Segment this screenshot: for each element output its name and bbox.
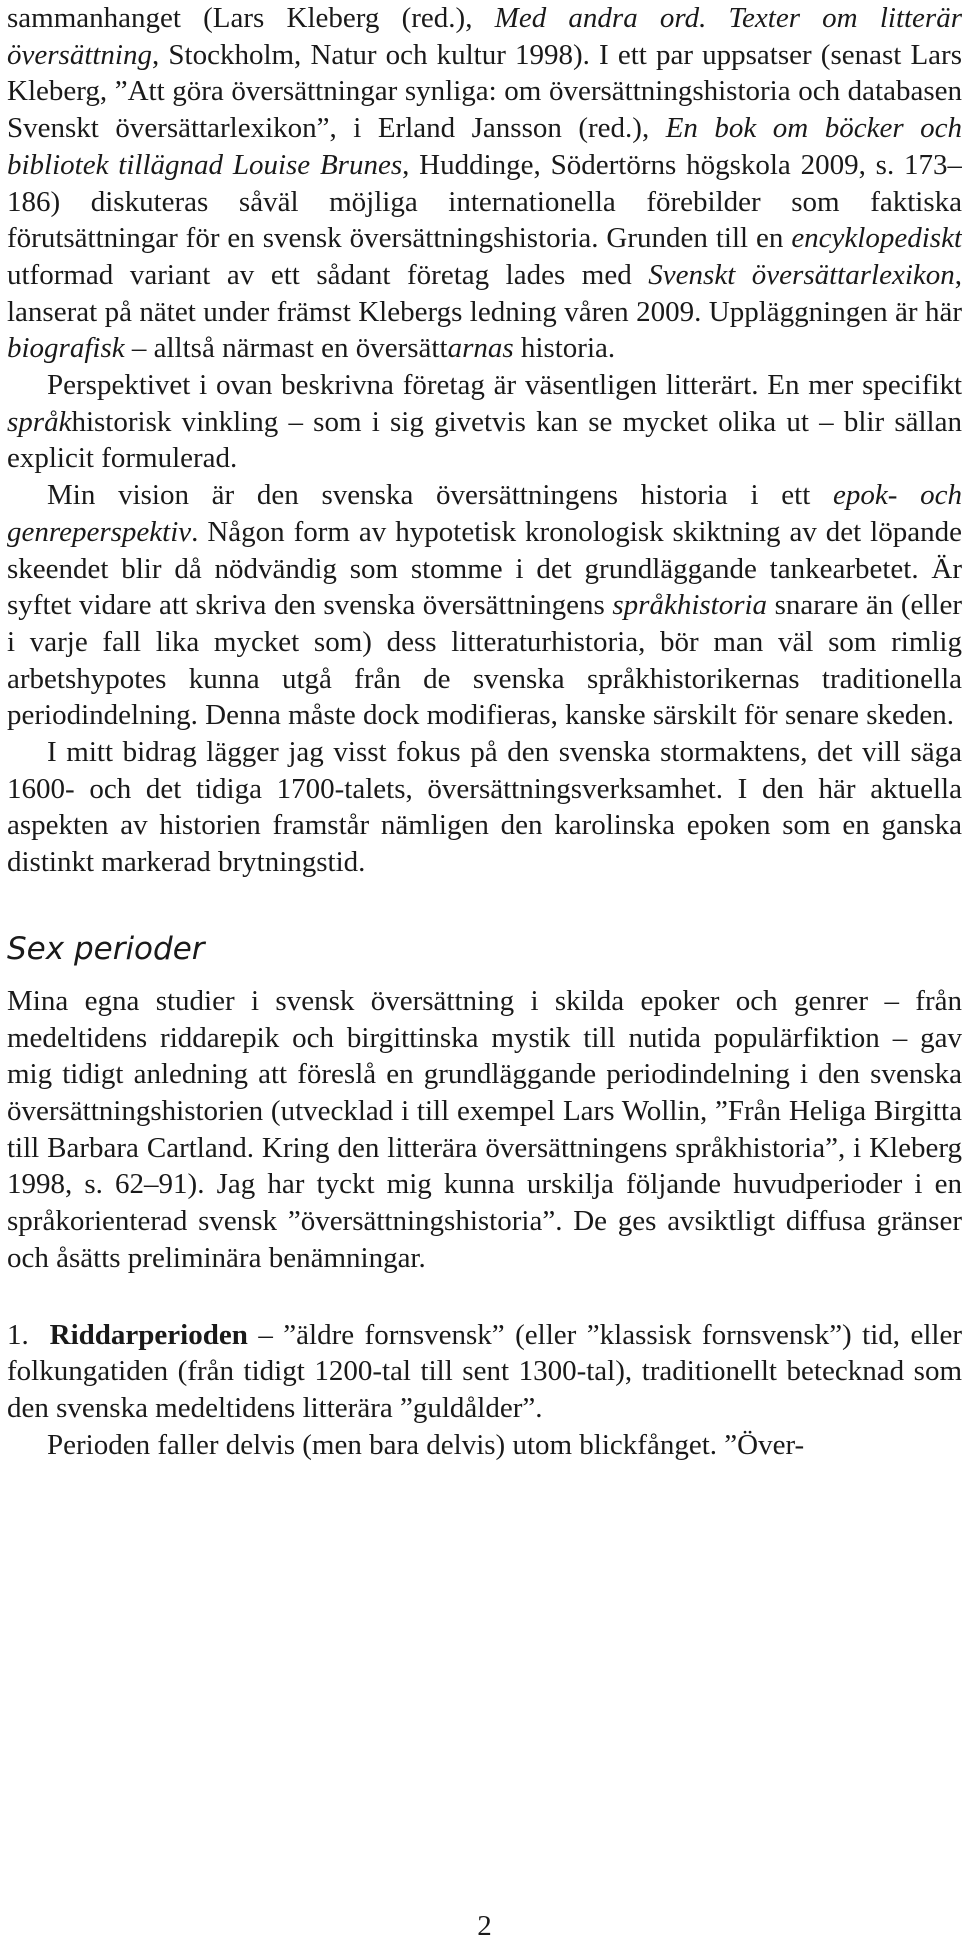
list-item-text: – ”äldre fornsvensk” (eller ”klassisk fornsvensk”) tid, eller folkungatiden (från tidigt 1200-tal till sent 1300-tal), traditionellt betecknad som den svenska medeltidens litterära ”guldålder”.: [7, 1318, 962, 1424]
body-paragraph-6: Perioden faller delvis (men bara delvis) utom blickfånget. ”Över-: [47, 1428, 805, 1461]
body-paragraph-3: [7, 477, 962, 734]
text-run: , Stockholm, Natur och kultur 1998). I ett par uppsatser (senast Lars Kleberg, ”Att göra översättningar synliga: om översättningshistoria och databasen Svenskt översättarlexikon”, i Erland Jansson (red.),: [7, 38, 962, 145]
emphasis: arnas: [447, 332, 514, 365]
list-item-number: 1.: [7, 1318, 29, 1351]
page-number: 2: [477, 1910, 492, 1942]
emphasis: encyklopediskt: [791, 222, 962, 255]
list-item-term: Riddarperioden: [49, 1318, 248, 1351]
text-run: Min vision är den svenska översättningens historia i ett: [47, 479, 833, 512]
body-paragraph-5: Mina egna studier i svensk översättning i skilda epoker och genrer – från medeltidens riddarepik och birgittinska mystik till nutida populärfiktion – gav mig tidigt anledning att föreslå en grundläggande periodindelning i den svenska översättningshistorien (utvecklad i till exempel Lars Wollin, ”Från Heliga Birgitta till Barbara Cartland. Kring den litterära översättningens språkhistoria”, i Kleberg 1998, s. 62–91). Jag har tyckt mig kunna urskilja följande huvudperioder i en språkorienterad svensk ”översättningshistoria”. De ges avsiktligt diffusa gränser och åsätts preliminära benämningar.: [7, 984, 962, 1274]
text-run: – alltså närmast en översätt: [124, 332, 448, 365]
body-paragraph-1: [7, 0, 962, 367]
text-run: snarare än (eller i varje fall lika mycket som) dess litteraturhistoria, bör man väl som rimlig arbetshypotes kunna utgå från de svenska språkhistorikernas traditionella periodindelning. Denna måste dock modifieras, kanske särskilt för senare skeden.: [7, 589, 962, 732]
text-run: utformad variant av ett sådant företag lades med: [7, 258, 649, 291]
book-title: Med andra ord. Texter om litterär översättning: [7, 2, 962, 71]
text-run: historia.: [513, 332, 616, 365]
emphasis: biografisk: [7, 332, 125, 365]
list-item: [7, 1317, 962, 1427]
text-run: sammanhanget (Lars Kleberg (red.),: [7, 2, 495, 34]
emphasis: epok- och genreperspektiv: [7, 479, 962, 548]
section-heading: Sex perioder: [7, 930, 205, 967]
text-run: . Någon form av hypotetisk kronologisk skiktning av det löpande skeendet blir då nödvändig som stomme i det grundläggande tankearbetet. Är syftet vidare att skriva den svenska översättningens: [7, 515, 962, 622]
book-title: En bok om böcker och bibliotek tillägnad Louise Brunes: [7, 112, 962, 181]
book-title: Svenskt översättarlexikon: [648, 258, 955, 291]
text-run: , Huddinge, Södertörns högskola 2009, s. 173–186) diskuteras såväl möjliga internationella förebilder som faktiska förutsättningar för en svensk översättningshistoria. Grunden till en: [7, 148, 962, 255]
emphasis: språk: [7, 405, 72, 438]
text-run: , lanserat på nätet under främst Klebergs ledning våren 2009. Uppläggningen är här: [7, 258, 962, 328]
text-run: historisk vinkling – som i sig givetvis kan se mycket olika ut – blir sällan explicit formulerad.: [7, 405, 962, 475]
document-page: [7, 0, 962, 1949]
emphasis: språkhistoria: [612, 589, 768, 622]
text-run: Perspektivet i ovan beskrivna företag är väsentligen litterärt. En mer specifikt: [47, 369, 962, 402]
body-paragraph-4: I mitt bidrag lägger jag visst fokus på den svenska stormaktens, det vill säga 1600- och det tidiga 1700-talets, översättningsverksamhet. I den här aktuella aspekten av historien framstår nämligen den karolinska epoken som en ganska distinkt markerad brytningstid.: [7, 736, 962, 879]
body-paragraph-2: [7, 367, 962, 477]
